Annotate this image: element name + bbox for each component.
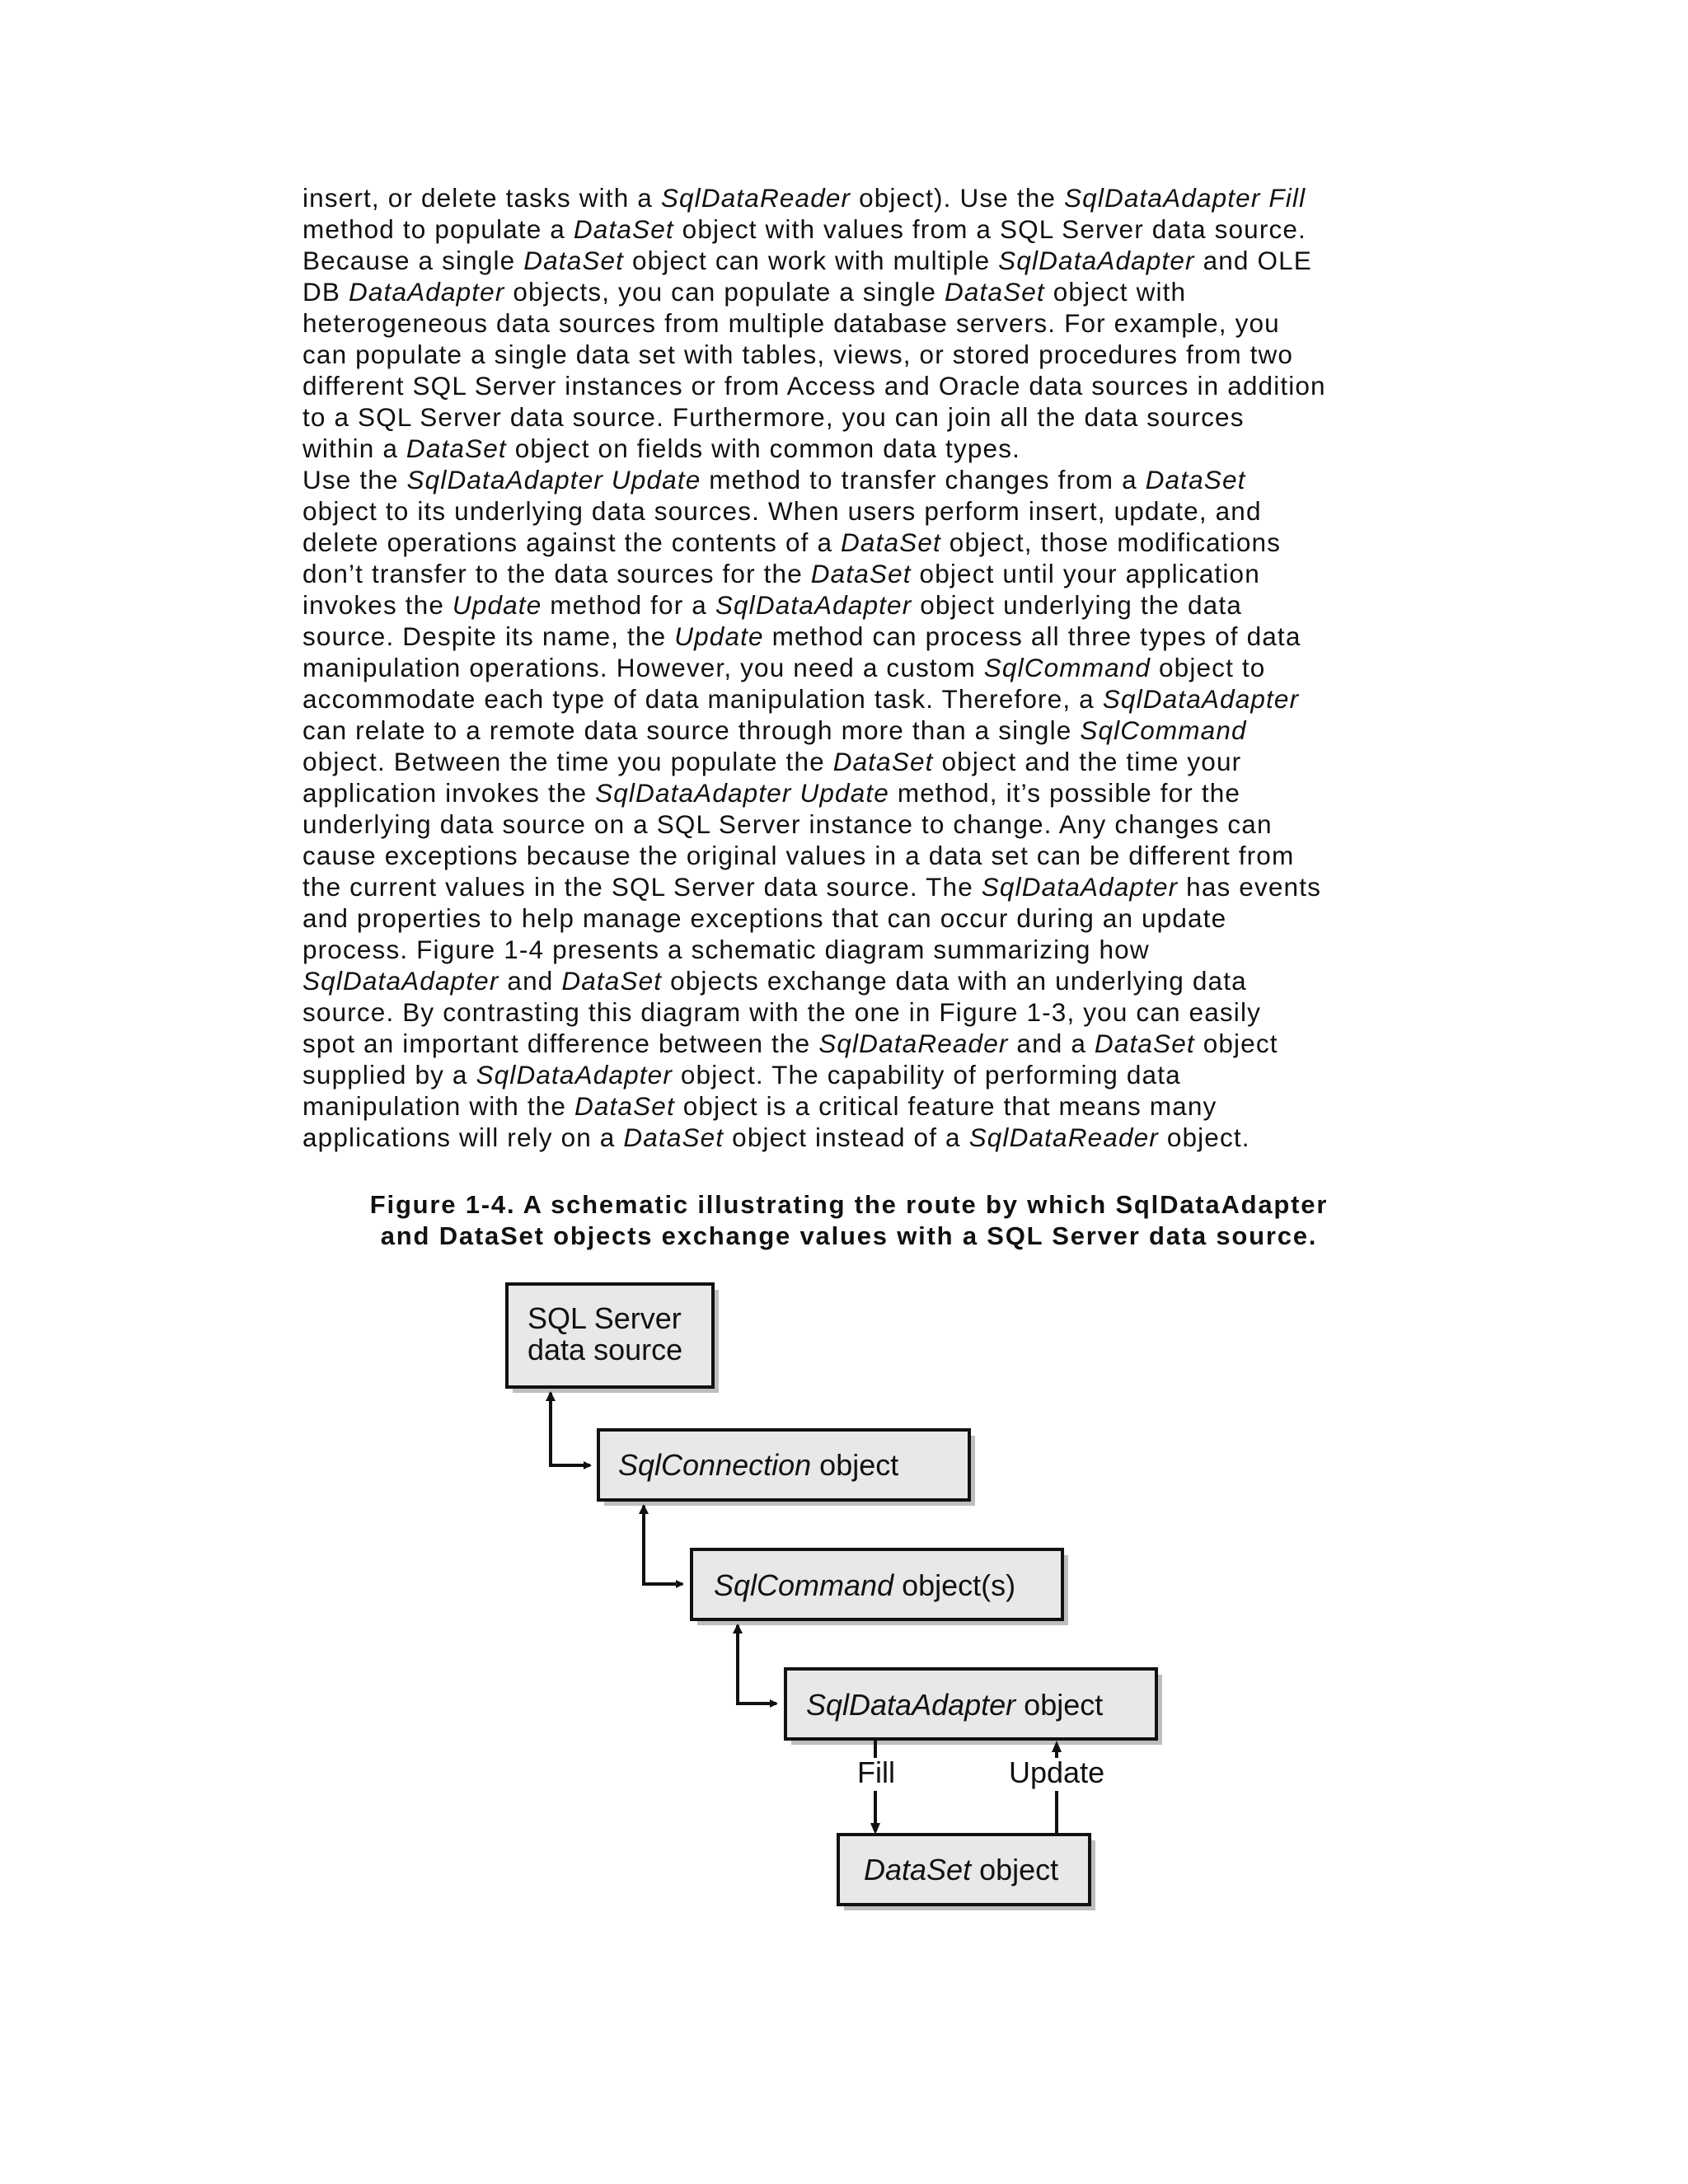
text-run: object on fields with common data types.: [506, 434, 1020, 463]
text-run: can relate to a remote data source through more than a single: [302, 715, 1081, 745]
text-run: object instead of a: [724, 1122, 969, 1152]
text-run: objects, you can populate a single: [504, 277, 945, 307]
sqlcommand-box: [692, 1549, 1068, 1625]
text-run: object to: [1151, 653, 1266, 682]
italic-term: DataSet: [561, 966, 663, 996]
text-run: manipulation operations. However, you need a custom: [302, 653, 984, 682]
sqldataadapter-box: [785, 1669, 1162, 1745]
text-run: object with: [1044, 277, 1187, 307]
text-run: object is a critical feature that means many: [674, 1091, 1217, 1121]
arrow-down-icon: [870, 1823, 880, 1835]
text-run: heterogeneous data sources from multiple database servers. For example, you: [302, 308, 1280, 338]
text-run: method for a: [542, 590, 715, 620]
sql-server-label-line-1: SQL Server: [528, 1301, 682, 1335]
sqlcommand-label: SqlCommand object(s): [714, 1568, 1016, 1602]
text-run: cause exceptions because the original values in a data set can be different from: [302, 841, 1295, 870]
italic-term: Update: [452, 590, 542, 620]
sqlconnection-label: SqlConnection object: [618, 1448, 899, 1482]
italic-term: SqlDataAdapter Fill: [1063, 183, 1306, 213]
italic-term: SqlDataAdapter: [1102, 684, 1300, 714]
dataset-box: [838, 1835, 1095, 1910]
text-run: object: [1194, 1029, 1278, 1058]
text-run: object until your application: [911, 559, 1260, 588]
text-run: within a: [302, 434, 406, 463]
dataset-label: DataSet object: [864, 1853, 1059, 1886]
italic-term: SqlCommand: [983, 653, 1151, 682]
text-run: application invokes the: [302, 778, 596, 808]
text-run: object underlying the data: [912, 590, 1242, 620]
italic-term: DataAdapter: [348, 277, 505, 307]
text-run: object and the time your: [933, 747, 1242, 776]
text-run: different SQL Server instances or from Access and Oracle data sources in addition: [302, 371, 1326, 401]
text-run: and properties to help manage exceptions that can occur during an update: [302, 903, 1227, 933]
text-run: delete operations against the contents of a: [302, 527, 842, 557]
text-run: method, it’s possible for the: [889, 778, 1241, 808]
sql-server-label-line-2: data source: [528, 1333, 683, 1366]
italic-term: DataSet: [810, 559, 912, 588]
text-run: source. Despite its name, the: [302, 621, 675, 651]
text-run: process. Figure 1-4 presents a schematic diagram summarizing how: [302, 935, 1150, 964]
italic-term: DataSet: [841, 527, 941, 557]
italic-term: SqlDataReader: [818, 1029, 1009, 1058]
text-run: DB: [302, 277, 349, 307]
text-run: object. The capability of performing data: [672, 1060, 1181, 1090]
italic-term: Update: [674, 621, 764, 651]
italic-term: SqlDataAdapter Update: [406, 465, 701, 494]
text-run: source. By contrasting this diagram with the one in Figure 1-3, you can easily: [302, 997, 1261, 1027]
text-run: object can work with multiple: [624, 246, 999, 275]
text-run: method can process all three types of data: [763, 621, 1301, 651]
text-run: object). Use the: [851, 183, 1064, 213]
text-run: Use the: [302, 465, 407, 494]
italic-term: SqlDataAdapter: [998, 246, 1195, 275]
sqldataadapter-label: SqlDataAdapter object: [806, 1688, 1104, 1722]
sql-server-box: [507, 1284, 719, 1393]
text-run: method to transfer changes from a: [701, 465, 1146, 494]
text-run: object. Between the time you populate the: [302, 747, 833, 776]
text-run: spot an important difference between the: [302, 1029, 819, 1058]
text-run: invokes the: [302, 590, 452, 620]
italic-term: DataSet: [406, 434, 507, 463]
sqlconnection-box: [598, 1430, 975, 1506]
caption-line-1: Figure 1-4. A schematic illustrating the route by which SqlDataAdapter: [369, 1190, 1329, 1219]
text-run: manipulation with the: [302, 1091, 574, 1121]
connector-line: [551, 1393, 590, 1465]
text-run: Because a single: [302, 246, 524, 275]
text-run: accommodate each type of data manipulation task. Therefore, a: [302, 684, 1103, 714]
text-run: and: [499, 966, 562, 996]
text-run: applications will rely on a: [302, 1122, 624, 1152]
italic-term: SqlDataAdapter: [302, 966, 499, 996]
italic-term: SqlDataReader: [660, 183, 851, 213]
update-label: Update: [1009, 1755, 1105, 1789]
connector-line: [738, 1625, 776, 1704]
text-run: the current values in the SQL Server data source. The: [302, 872, 982, 902]
text-run: has events: [1178, 872, 1322, 902]
italic-term: DataSet: [523, 246, 625, 275]
text-run: underlying data source on a SQL Server instance to change. Any changes can: [302, 809, 1273, 839]
text-run: and a: [1008, 1029, 1095, 1058]
italic-term: DataSet: [1145, 465, 1246, 494]
text-run: don’t transfer to the data sources for the: [302, 559, 811, 588]
italic-term: SqlDataReader: [968, 1122, 1159, 1152]
italic-term: SqlDataAdapter: [715, 590, 912, 620]
text-run: object to its underlying data sources. When users perform insert, update, and: [302, 496, 1262, 526]
text-run: method to populate a: [302, 214, 574, 244]
italic-term: SqlDataAdapter Update: [595, 778, 889, 808]
caption-line-2: and DataSet objects exchange values with a SQL Server data source.: [380, 1221, 1318, 1250]
text-run: and OLE: [1194, 246, 1312, 275]
text-run: object.: [1158, 1122, 1250, 1152]
fill-label: Fill: [857, 1755, 895, 1789]
text-run: object, those modifications: [940, 527, 1282, 557]
italic-term: DataSet: [574, 1091, 675, 1121]
italic-term: DataSet: [623, 1122, 724, 1152]
italic-term: SqlDataAdapter: [981, 872, 1179, 902]
text-run: objects exchange data with an underlying data: [662, 966, 1247, 996]
italic-term: SqlDataAdapter: [476, 1060, 673, 1090]
text-run: can populate a single data set with tables, views, or stored procedures from two: [302, 340, 1294, 369]
text-run: object with values from a SQL Server data source.: [673, 214, 1306, 244]
italic-term: SqlCommand: [1080, 715, 1247, 745]
text-run: supplied by a: [302, 1060, 476, 1090]
italic-term: DataSet: [832, 747, 934, 776]
connector-line: [644, 1506, 682, 1584]
italic-term: DataSet: [1094, 1029, 1195, 1058]
text-run: insert, or delete tasks with a: [302, 183, 661, 213]
text-run: to a SQL Server data source. Furthermore, you can join all the data sources: [302, 402, 1245, 432]
italic-term: DataSet: [573, 214, 674, 244]
italic-term: DataSet: [944, 277, 1045, 307]
